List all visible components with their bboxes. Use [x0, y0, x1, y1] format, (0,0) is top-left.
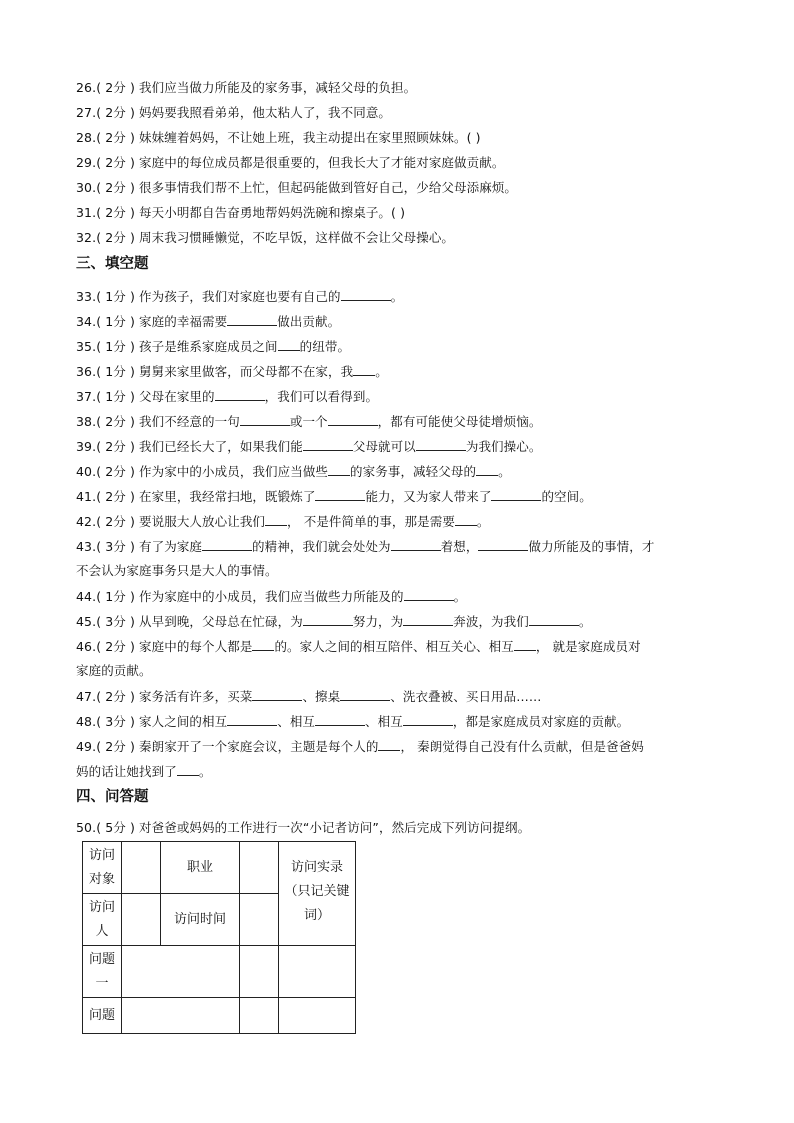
- empty-cell: [279, 998, 356, 1034]
- question-37: 37.( 1分 ) 父母在家里的 ，我们可以看得到。: [76, 389, 379, 404]
- answer-blank[interactable]: [278, 338, 300, 351]
- answer-blank[interactable]: [514, 638, 536, 651]
- question1-label: 问题一: [88, 951, 115, 991]
- question-44: 44.( 1分 ) 作为家庭中的小成员，我们应当做些力所能及的 。: [76, 589, 467, 604]
- question-26: 26.( 2分 ) 我们应当做力所能及的家务事，减轻父母的负担。: [76, 80, 417, 95]
- answer-blank[interactable]: [340, 688, 390, 701]
- question-48: 48.( 3分 ) 家人之间的相互 、相互 、相互 ，都是家庭成员对家庭的贡献。: [76, 714, 630, 729]
- question-49-continued: 妈的话让她找到了 。: [76, 764, 212, 779]
- question-40: 40.( 2分 ) 作为家中的小成员，我们应当做些 的家务事，减轻父母的 。: [76, 464, 511, 479]
- answer-blank[interactable]: [240, 413, 290, 426]
- answer-blank[interactable]: [353, 363, 375, 376]
- question-46-continued: 家庭的贡献。: [76, 663, 152, 678]
- occupation-label-cell: [161, 842, 240, 894]
- interviewee-label: 访问对象: [88, 847, 115, 887]
- question1-label-cell: [83, 946, 122, 998]
- occupation-label: 职业: [186, 859, 213, 875]
- answer-blank[interactable]: [227, 713, 277, 726]
- answer-blank[interactable]: [328, 463, 350, 476]
- answer-blank[interactable]: [215, 388, 265, 401]
- answer-blank[interactable]: [315, 488, 365, 501]
- answer-blank[interactable]: [404, 588, 454, 601]
- record-label-cell: [279, 842, 356, 946]
- question-39: 39.( 2分 ) 我们已经长大了，如果我们能 父母就可以 为我们操心。: [76, 439, 542, 454]
- answer-blank[interactable]: [403, 713, 453, 726]
- question-43: 43.( 3分 ) 有了为家庭 的精神，我们就会处处为 着想， 做力所能及的事情，才: [76, 539, 655, 554]
- question-31: 31.( 2分 ) 每天小明都自告奋勇地帮妈妈洗碗和擦桌子。( ): [76, 205, 406, 220]
- interviewer-label: 访问人: [88, 899, 115, 939]
- question-27: 27.( 2分 ) 妈妈要我照看弟弟，他太粘人了，我不同意。: [76, 105, 392, 120]
- question-35: 35.( 1分 ) 孩子是维系家庭成员之间 的纽带。: [76, 339, 351, 354]
- answer-blank[interactable]: [478, 538, 528, 551]
- answer-blank[interactable]: [177, 763, 199, 776]
- answer-blank[interactable]: [416, 438, 466, 451]
- question-41: 41.( 2分 ) 在家里，我经常扫地，既锻炼了 能力，又为家人带来了 的空间。: [76, 489, 592, 504]
- answer-blank[interactable]: [391, 538, 441, 551]
- interviewer-label-cell: [83, 894, 122, 946]
- question-36: 36.( 1分 ) 舅舅来家里做客，而父母都不在家，我 。: [76, 364, 388, 379]
- question-45: 45.( 3分 ) 从早到晚，父母总在忙碌，为 努力，为 奔波，为我们 。: [76, 614, 592, 629]
- answer-blank[interactable]: [303, 438, 353, 451]
- question-49: 49.( 2分 ) 秦朗家开了一个家庭会议，主题是每个人的 ， 秦朗觉得自己没有什么贡献，但是爸爸妈: [76, 739, 644, 754]
- answer-blank[interactable]: [265, 513, 287, 526]
- answer-blank[interactable]: [227, 313, 277, 326]
- answer-blank[interactable]: [202, 538, 252, 551]
- answer-blank[interactable]: [252, 638, 274, 651]
- question2-record-cell[interactable]: [240, 998, 279, 1034]
- section-fill-heading: 三、填空题: [76, 256, 149, 272]
- answer-blank[interactable]: [455, 513, 477, 526]
- question-43-continued: 不会认为家庭事务只是大人的事情。: [76, 563, 278, 578]
- question-46: 46.( 2分 ) 家庭中的每个人都是 的。家人之间的相互陪伴、相互关心、相互 ， 就是家庭成员对: [76, 639, 641, 654]
- interviewee-input-cell[interactable]: [122, 842, 161, 894]
- record-label: 访问实录（只记关键词）: [284, 860, 350, 923]
- question-38: 38.( 2分 ) 我们不经意的一句 或一个 ，都有可能使父母徒增烦恼。: [76, 414, 542, 429]
- question2-label: 问题: [88, 1007, 115, 1023]
- question2-label-cell: [83, 998, 122, 1034]
- question-47: 47.( 2分 ) 家务活有许多，买菜 、擦桌 、洗衣叠被、买日用品……: [76, 689, 542, 704]
- question-34: 34.( 1分 ) 家庭的幸福需要 做出贡献。: [76, 314, 341, 329]
- answer-blank[interactable]: [476, 463, 498, 476]
- question-50: 50.( 5分 ) 对爸爸或妈妈的工作进行一次“小记者访问”，然后完成下列访问提纲。: [76, 820, 531, 835]
- answer-blank[interactable]: [529, 613, 579, 626]
- question-30: 30.( 2分 ) 很多事情我们帮不上忙，但起码能做到管好自己，少给父母添麻烦。: [76, 180, 518, 195]
- time-label: 访问时间: [173, 911, 226, 927]
- question-33: 33.( 1分 ) 作为孩子，我们对家庭也要有自己的 。: [76, 289, 404, 304]
- question-29: 29.( 2分 ) 家庭中的每位成员都是很重要的，但我长大了才能对家庭做贡献。: [76, 155, 505, 170]
- answer-blank[interactable]: [341, 288, 391, 301]
- time-input-cell[interactable]: [240, 894, 279, 946]
- question1-input-cell[interactable]: [122, 946, 240, 998]
- time-label-cell: [161, 894, 240, 946]
- question-42: 42.( 2分 ) 要说服大人放心让我们 ， 不是件简单的事，那是需要 。: [76, 514, 490, 529]
- answer-blank[interactable]: [328, 413, 378, 426]
- answer-blank[interactable]: [403, 613, 453, 626]
- section-qa-heading: 四、问答题: [76, 789, 149, 805]
- interviewee-label-cell: [83, 842, 122, 894]
- answer-blank[interactable]: [378, 738, 400, 751]
- answer-blank[interactable]: [252, 688, 302, 701]
- answer-blank[interactable]: [491, 488, 541, 501]
- answer-blank[interactable]: [303, 613, 353, 626]
- answer-blank[interactable]: [315, 713, 365, 726]
- occupation-input-cell[interactable]: [240, 842, 279, 894]
- empty-cell: [279, 946, 356, 998]
- interviewer-input-cell[interactable]: [122, 894, 161, 946]
- question2-input-cell[interactable]: [122, 998, 240, 1034]
- question1-record-cell[interactable]: [240, 946, 279, 998]
- question-32: 32.( 2分 ) 周末我习惯睡懒觉，不吃早饭，这样做不会让父母操心。: [76, 230, 455, 245]
- interview-outline-table: [82, 841, 356, 1034]
- question-28: 28.( 2分 ) 妹妹缠着妈妈，不让她上班，我主动提出在家里照顾妹妹。( ): [76, 130, 481, 145]
